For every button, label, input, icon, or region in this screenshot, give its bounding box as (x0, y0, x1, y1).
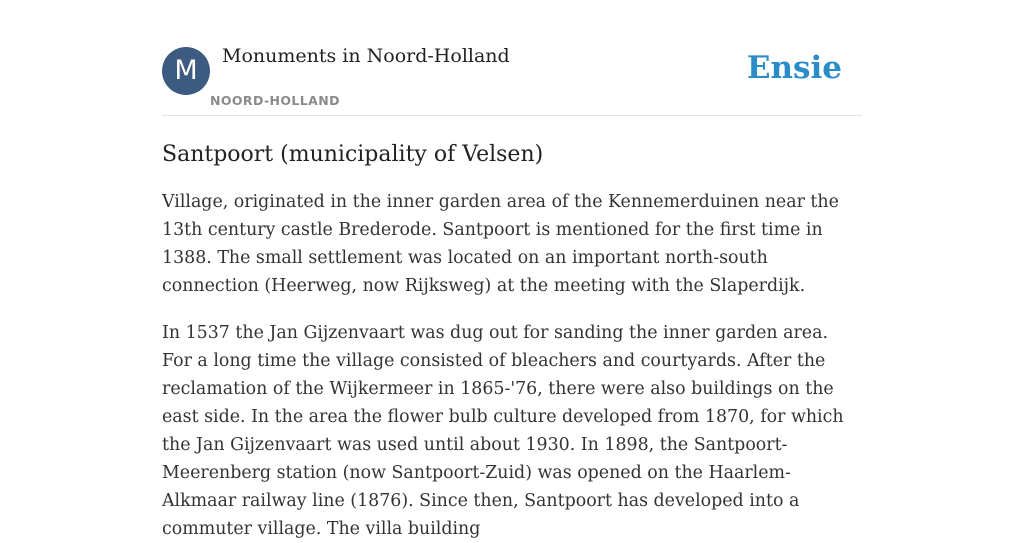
site-title-link[interactable]: Monuments in Noord-Holland (222, 45, 510, 67)
content-column (162, 0, 862, 543)
brand-logo[interactable]: Ensie (746, 50, 842, 86)
article-paragraph-2: In 1537 the Jan Gijzenvaart was dug out for sanding the inner garden area. For a long time the village consisted of bleachers and courtyards. After the reclamation of the Wijkermeer in 1865-'76, there were also buildings on the east side. In the area the flower bulb culture developed from 1870, for which the Jan Gijzenvaart was used until about 1930. In 1898, the Santpoort-Meerenberg station (now Santpoort-Zuid) was opened on the Haarlem-Alkmaar railway line (1876). Since then, Santpoort has developed into a commuter village. The villa building (162, 323, 844, 539)
article-title: Santpoort (municipality of Velsen) (162, 142, 544, 167)
article-paragraph-1: Village, originated in the inner garden area of the Kennemerduinen near the 13th century castle Brederode. Santpoort is mentioned for the first time in 1388. The small settlement was located on an important north-south connection (Heerweg, now Rijksweg) at the meeting with the Slaperdijk. (162, 192, 839, 296)
region-link[interactable]: NOORD-HOLLAND (210, 93, 340, 108)
site-header (162, 0, 862, 116)
avatar[interactable]: M (162, 47, 210, 95)
